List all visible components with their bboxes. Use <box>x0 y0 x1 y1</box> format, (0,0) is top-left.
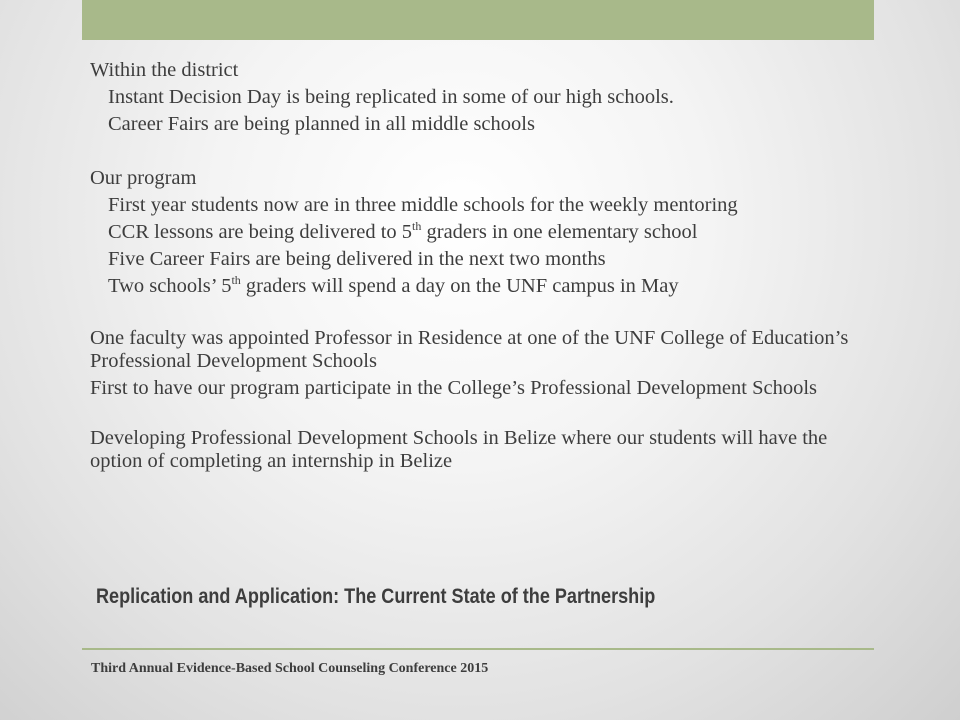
footer-divider <box>82 648 874 650</box>
program-item <box>90 219 865 246</box>
slide-body <box>90 57 865 477</box>
belize-item: Developing Professional Development Schools in Belize where our students will have the option of completing an internship in Belize <box>90 427 828 472</box>
top-accent-bar <box>82 0 874 40</box>
district-item: Instant Decision Day is being replicated in some of our high schools. <box>108 86 674 108</box>
program-heading: Our program <box>90 167 197 189</box>
district-item: Career Fairs are being planned in all middle schools <box>108 113 535 135</box>
program-item-text: Two schools’ 5 <box>108 275 232 297</box>
program-item <box>90 273 865 300</box>
program-item: First year students now are in three middle schools for the weekly mentoring <box>108 194 738 216</box>
program-item: Five Career Fairs are being delivered in the next two months <box>108 248 606 270</box>
footer-text: Third Annual Evidence-Based School Counseling Conference 2015 <box>91 661 489 676</box>
faculty-item: One faculty was appointed Professor in Residence at one of the UNF College of Education’s Professional Development Schools <box>90 327 849 372</box>
program-item-text: graders will spend a day on the UNF campus in May <box>240 275 679 297</box>
slide-title: Replication and Application: The Current State of the Partnership <box>96 585 656 608</box>
district-heading: Within the district <box>90 59 239 81</box>
spacer <box>90 138 865 165</box>
spacer <box>90 300 865 327</box>
program-item-text: graders in one elementary school <box>421 221 698 243</box>
ordinal-suffix: th <box>231 273 241 288</box>
ordinal-suffix: th <box>412 219 422 234</box>
spacer <box>90 404 865 427</box>
program-item-text: CCR lessons are being delivered to 5 <box>108 221 413 243</box>
faculty-item: First to have our program participate in the College’s Professional Development Schools <box>90 377 818 399</box>
